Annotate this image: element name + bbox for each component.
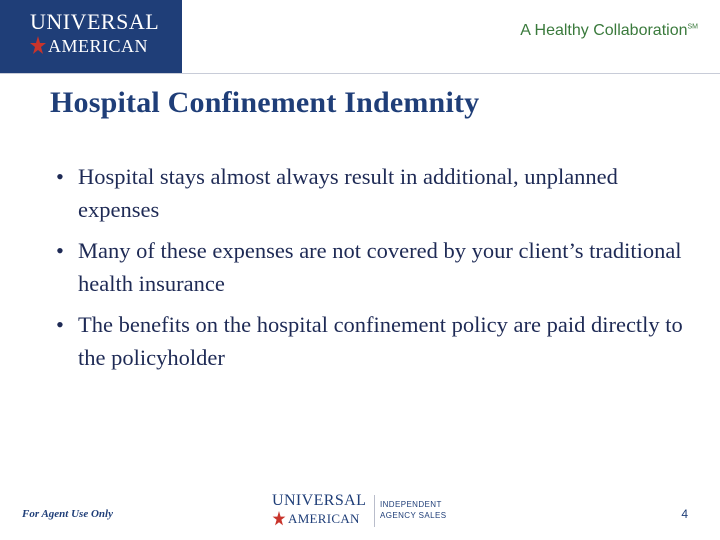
- slide-header: [0, 0, 720, 74]
- slide-title: Hospital Confinement Indemnity: [50, 86, 480, 119]
- tagline: [520, 22, 698, 40]
- agency-line-1: INDEPENDENT: [380, 500, 442, 509]
- footer-logo-star-icon: [272, 511, 286, 527]
- bullet-text: Many of these expenses are not covered by your client’s traditional health insurance: [78, 238, 682, 296]
- bullet-item: [56, 308, 696, 374]
- logo-line-1: UNIVERSAL: [30, 9, 160, 34]
- footer-logo-divider: [374, 495, 375, 527]
- logo-star-icon: [30, 36, 46, 56]
- footer-logo: [270, 492, 470, 532]
- service-mark: SM: [687, 23, 698, 31]
- bullet-text: The benefits on the hospital confinement policy are paid directly to the policyholder: [78, 312, 683, 370]
- agency-label: [380, 499, 446, 521]
- bullet-icon: •: [56, 238, 64, 263]
- agency-line-2: AGENCY SALES: [380, 511, 447, 520]
- bullet-icon: •: [56, 312, 64, 337]
- universal-american-logo: [0, 0, 182, 73]
- bullet-item: [56, 234, 696, 300]
- bullet-item: [56, 160, 696, 226]
- bullet-list: [56, 160, 696, 382]
- page-number: 4: [681, 507, 688, 521]
- bullet-icon: •: [56, 164, 64, 189]
- bullet-text: Hospital stays almost always result in additional, unplanned expenses: [78, 164, 618, 222]
- footer-logo-line-1: UNIVERSAL: [272, 492, 367, 509]
- agent-use-note: For Agent Use Only: [22, 508, 113, 520]
- tagline-text: A Healthy Collaboration: [520, 22, 688, 39]
- logo-line-2: AMERICAN: [48, 36, 149, 56]
- footer-logo-line-2: AMERICAN: [288, 511, 360, 526]
